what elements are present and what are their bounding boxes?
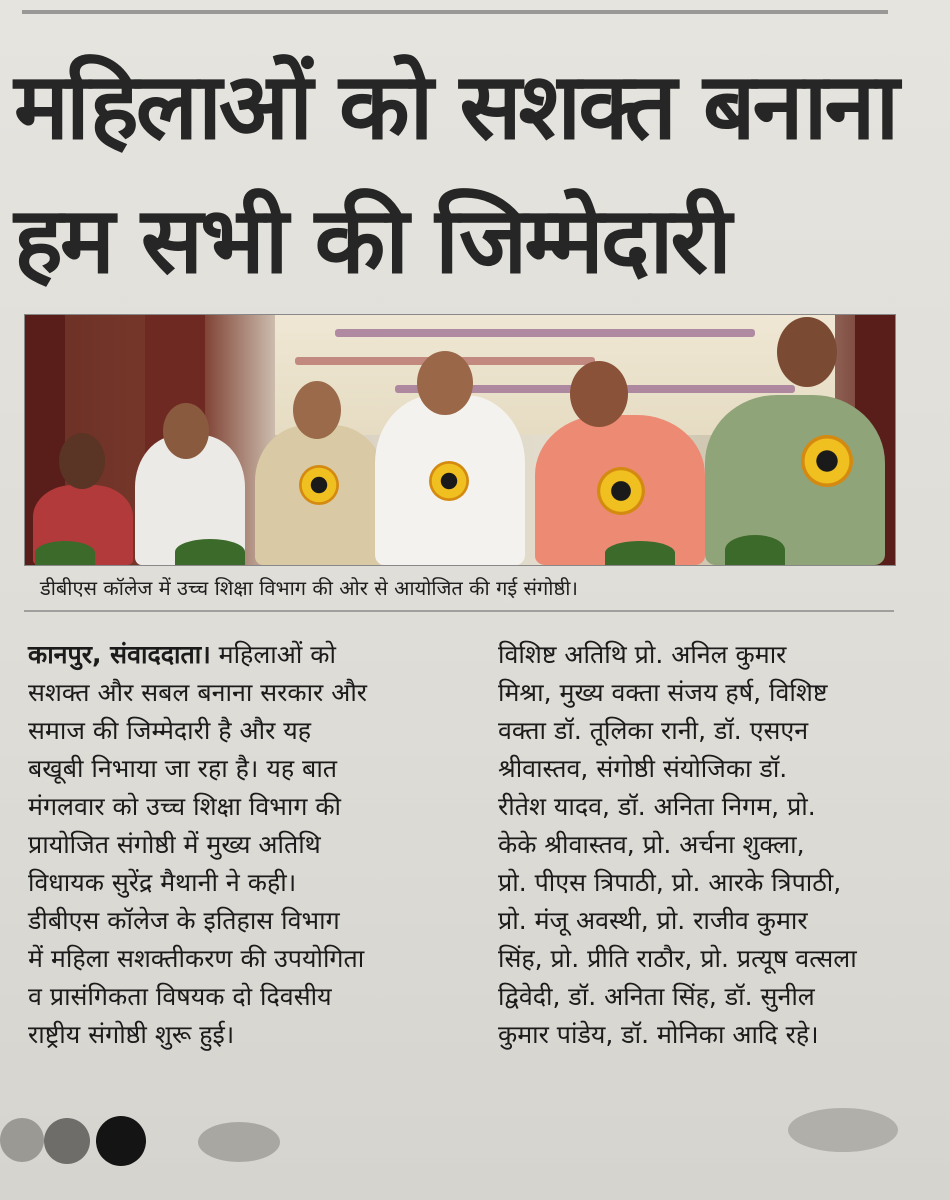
article-line: सिंह, प्रो. प्रीति राठौर, प्रो. प्रत्यूष वत्सला <box>498 944 857 973</box>
print-register-mark <box>198 1122 280 1162</box>
article-line: मिश्रा, मुख्य वक्ता संजय हर्ष, विशिष्ट <box>498 678 828 707</box>
article-line: द्विवेदी, डॉ. अनिता सिंह, डॉ. सुनील <box>498 982 815 1011</box>
article-line: केके श्रीवास्तव, प्रो. अर्चना शुक्ला, <box>498 830 805 859</box>
article-line: कुमार पांडेय, डॉ. मोनिका आदि रहे। <box>498 1020 819 1049</box>
plant <box>175 539 245 565</box>
article-line: डीबीएस कॉलेज के इतिहास विभाग <box>28 906 340 935</box>
headline-line-2: हम सभी की जिम्मेदारी <box>14 187 729 294</box>
article-line: श्रीवास्तव, संगोष्ठी संयोजिका डॉ. <box>498 754 788 783</box>
article-line <box>28 636 458 674</box>
article-line: प्रो. पीएस त्रिपाठी, प्रो. आरके त्रिपाठी, <box>498 868 842 897</box>
article-column-right <box>498 636 908 1054</box>
badge-icon <box>299 465 339 505</box>
person-3-head <box>293 381 341 439</box>
article-line-text: महिलाओं को <box>210 640 336 669</box>
print-register-dot <box>96 1116 146 1166</box>
article-line: समाज की जिम्मेदारी है और यह <box>28 716 312 745</box>
badge-icon <box>801 435 853 487</box>
banner-text-line <box>335 329 755 337</box>
article-line: विशिष्ट अतिथि प्रो. अनिल कुमार <box>498 640 787 669</box>
person-1-head <box>59 433 105 489</box>
plant <box>35 541 95 565</box>
print-register-mark <box>788 1108 898 1152</box>
person-6-head <box>777 317 837 387</box>
plant <box>605 541 675 565</box>
article-line: राष्ट्रीय संगोष्ठी शुरू हुई। <box>28 1020 235 1049</box>
article-line: व प्रासंगिकता विषयक दो दिवसीय <box>28 982 332 1011</box>
article-line: प्रो. मंजू अवस्थी, प्रो. राजीव कुमार <box>498 906 808 935</box>
article-line: मंगलवार को उच्च शिक्षा विभाग की <box>28 792 342 821</box>
article-line: रीतेश यादव, डॉ. अनिता निगम, प्रो. <box>498 792 816 821</box>
badge-icon <box>597 467 645 515</box>
person-4-head <box>417 351 473 415</box>
article-line: सशक्त और सबल बनाना सरकार और <box>28 678 368 707</box>
badge-icon <box>429 461 469 501</box>
print-register-dot <box>0 1118 44 1162</box>
article-line: बखूबी निभाया जा रहा है। यह बात <box>28 754 338 783</box>
caption-rule <box>24 610 894 612</box>
photo-caption: डीबीएस कॉलेज में उच्च शिक्षा विभाग की ओर से आयोजित की गई संगोष्ठी। <box>40 576 579 600</box>
dateline: कानपुर, संवाददाता। <box>28 640 211 669</box>
print-register-dot <box>44 1118 90 1164</box>
event-photo <box>24 314 896 566</box>
headline-line-1: महिलाओं को सशक्त बनाना <box>14 53 897 160</box>
person-5-head <box>570 361 628 427</box>
article-line: वक्ता डॉ. तूलिका रानी, डॉ. एसएन <box>498 716 809 745</box>
top-rule <box>22 10 888 14</box>
article-line: प्रायोजित संगोष्ठी में मुख्य अतिथि <box>28 830 321 859</box>
article-line: विधायक सुरेंद्र मैथानी ने कही। <box>28 868 297 897</box>
plant <box>725 535 785 565</box>
person-2-head <box>163 403 209 459</box>
article-line: में महिला सशक्तीकरण की उपयोगिता <box>28 944 365 973</box>
article-column-left <box>28 636 458 1054</box>
